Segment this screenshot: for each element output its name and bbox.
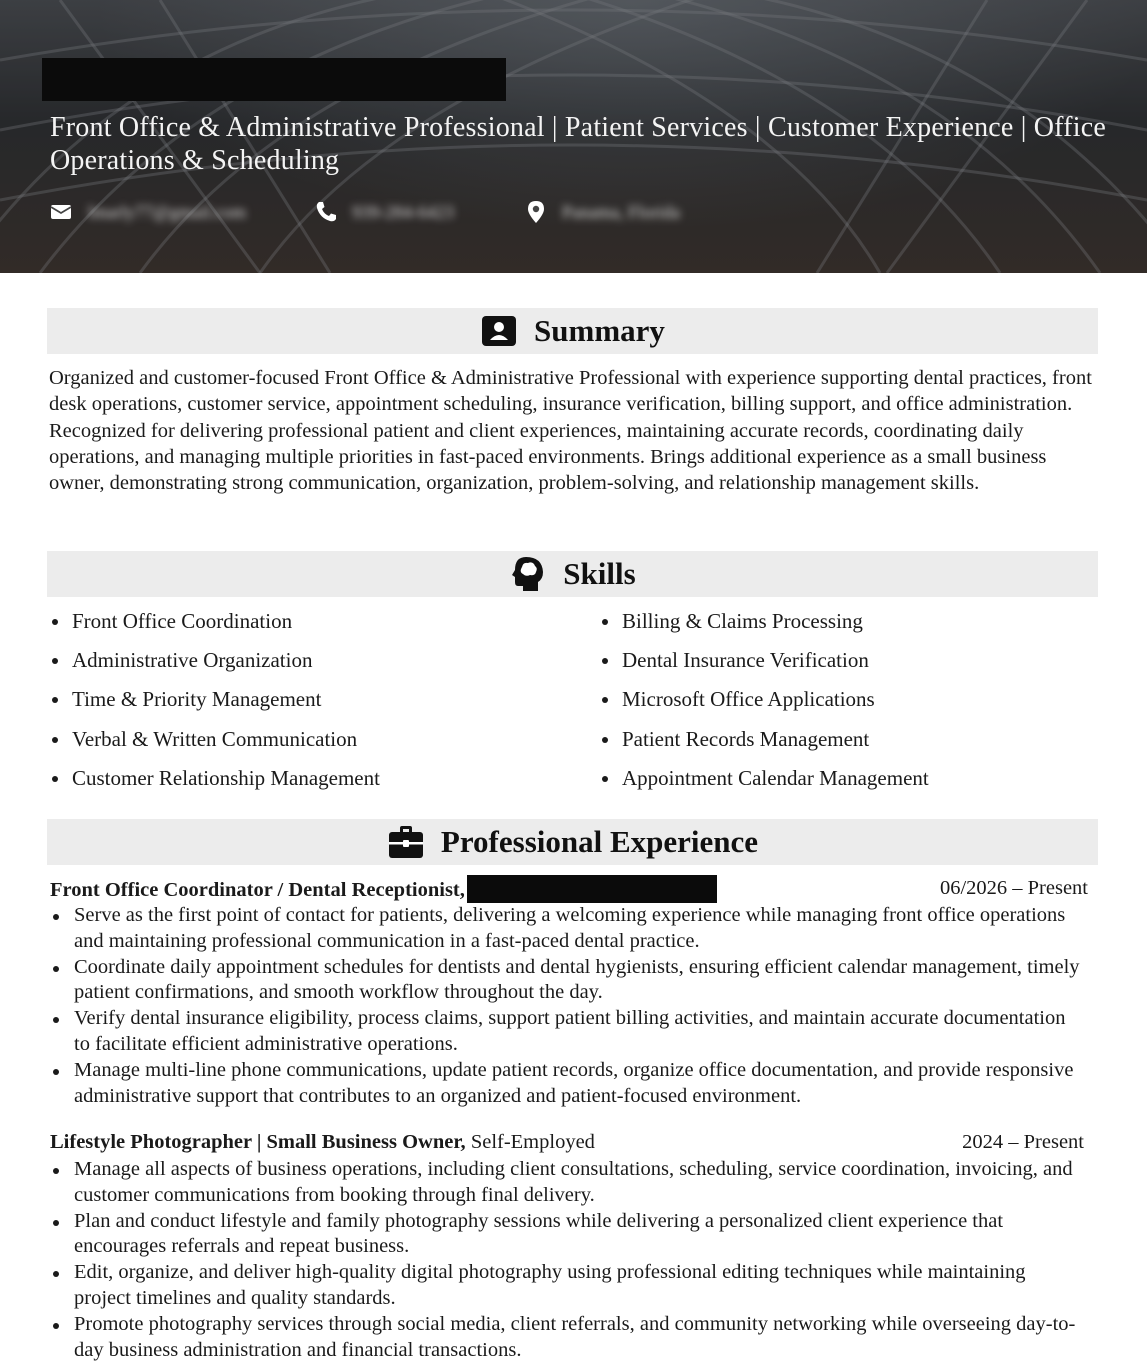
company-redaction-bar xyxy=(467,875,717,903)
skills-list-right xyxy=(600,605,929,801)
skill-item: Time & Priority Management xyxy=(50,683,380,722)
profile-card-icon xyxy=(480,312,518,350)
briefcase-icon xyxy=(387,823,425,861)
job-bullet: Verify dental insurance eligibility, process claims, support patient billing activities, and maintain accurate documentation to facilitate efficient administrative operations. xyxy=(52,1006,1082,1058)
job-bullet: Edit, organize, and deliver high-quality digital photography using professional editing techniques while maintaining project timelines and quality standards. xyxy=(52,1260,1082,1312)
skills-list-left xyxy=(50,605,380,801)
skill-item: Front Office Coordination xyxy=(50,605,380,644)
email-value: lmarly77@gmail.com xyxy=(88,201,247,222)
skills-title: Skills xyxy=(563,556,636,591)
experience-section-header xyxy=(47,819,1098,865)
phone-value: 939-284-6423 xyxy=(352,201,454,222)
job-header xyxy=(50,875,1088,901)
location-value: Panama, Florida xyxy=(562,201,680,222)
skill-item: Administrative Organization xyxy=(50,644,380,683)
skill-item: Billing & Claims Processing xyxy=(600,605,929,644)
job-header xyxy=(50,1129,1084,1155)
contact-location[interactable] xyxy=(524,196,680,228)
job-dates: 06/2026 – Present xyxy=(939,877,1088,899)
job-title: Front Office Coordinator / Dental Receptionist, xyxy=(50,879,465,901)
job-bullet: Plan and conduct lifestyle and family photography sessions while delivering a personalized client experience that encourages referrals and repeat business. xyxy=(52,1209,1082,1261)
job-dates: 2024 – Present xyxy=(962,1131,1084,1153)
map-pin-icon xyxy=(524,200,548,224)
job-bullet: Manage all aspects of business operations, including client consultations, scheduling, service coordination, invoicing, and customer communications from booking through final delivery. xyxy=(52,1157,1082,1209)
skill-item: Dental Insurance Verification xyxy=(600,644,929,683)
summary-text: Organized and customer-focused Front Office & Administrative Professional with experience supporting dental practices, front desk operations, customer service, appointment scheduling, insurance verification, billing support, and office administration. Recognized for delivering professional patient and client experiences, maintaining accurate records, coordinating daily operations, and managing multiple priorities in fast-paced environments. Brings additional experience as a small business owner, demonstrating strong communication, organization, problem-solving, and relationship management skills. xyxy=(49,367,1092,495)
brain-head-icon xyxy=(509,555,547,593)
resume-header xyxy=(0,0,1147,273)
contact-phone[interactable] xyxy=(314,196,454,228)
name-redaction-bar xyxy=(42,58,506,101)
skill-item: Appointment Calendar Management xyxy=(600,762,929,801)
skill-item: Patient Records Management xyxy=(600,723,929,762)
job-bullet: Manage multi-line phone communications, update patient records, organize office documentation, and provide responsive administrative support that contributes to an organized and patient-focused environment. xyxy=(52,1058,1082,1110)
skill-item: Customer Relationship Management xyxy=(50,762,380,801)
phone-icon xyxy=(314,200,338,224)
job-bullet: Coordinate daily appointment schedules for dentists and dental hygienists, ensuring efficient calendar management, timely patient confirmations, and smooth workflow throughout the day. xyxy=(52,955,1082,1007)
job-company: Self-Employed xyxy=(470,1131,595,1153)
summary-section-header xyxy=(47,308,1098,354)
job-title: Lifestyle Photographer | Small Business Owner, xyxy=(50,1131,466,1153)
skill-item: Verbal & Written Communication xyxy=(50,723,380,762)
headline: Front Office & Administrative Professional | Patient Services | Customer Experience | Office Operations & Scheduling xyxy=(50,112,1106,176)
skill-item: Microsoft Office Applications xyxy=(600,683,929,722)
experience-title: Professional Experience xyxy=(440,824,759,859)
contact-email[interactable] xyxy=(50,196,246,228)
job-bullet: Serve as the first point of contact for patients, delivering a welcoming experience while managing front office operations and maintaining professional communication in a fast-paced dental practice. xyxy=(52,903,1082,955)
job-bullet: Promote photography services through social media, client referrals, and community networking while overseeing day-to-day business administration and financial transactions. xyxy=(52,1312,1082,1364)
envelope-icon xyxy=(50,200,74,224)
summary-title: Summary xyxy=(534,313,665,348)
job-bullets xyxy=(52,1157,1082,1363)
contact-row xyxy=(50,196,1110,228)
job-bullets xyxy=(52,903,1082,1109)
skills-section-header xyxy=(47,551,1098,597)
